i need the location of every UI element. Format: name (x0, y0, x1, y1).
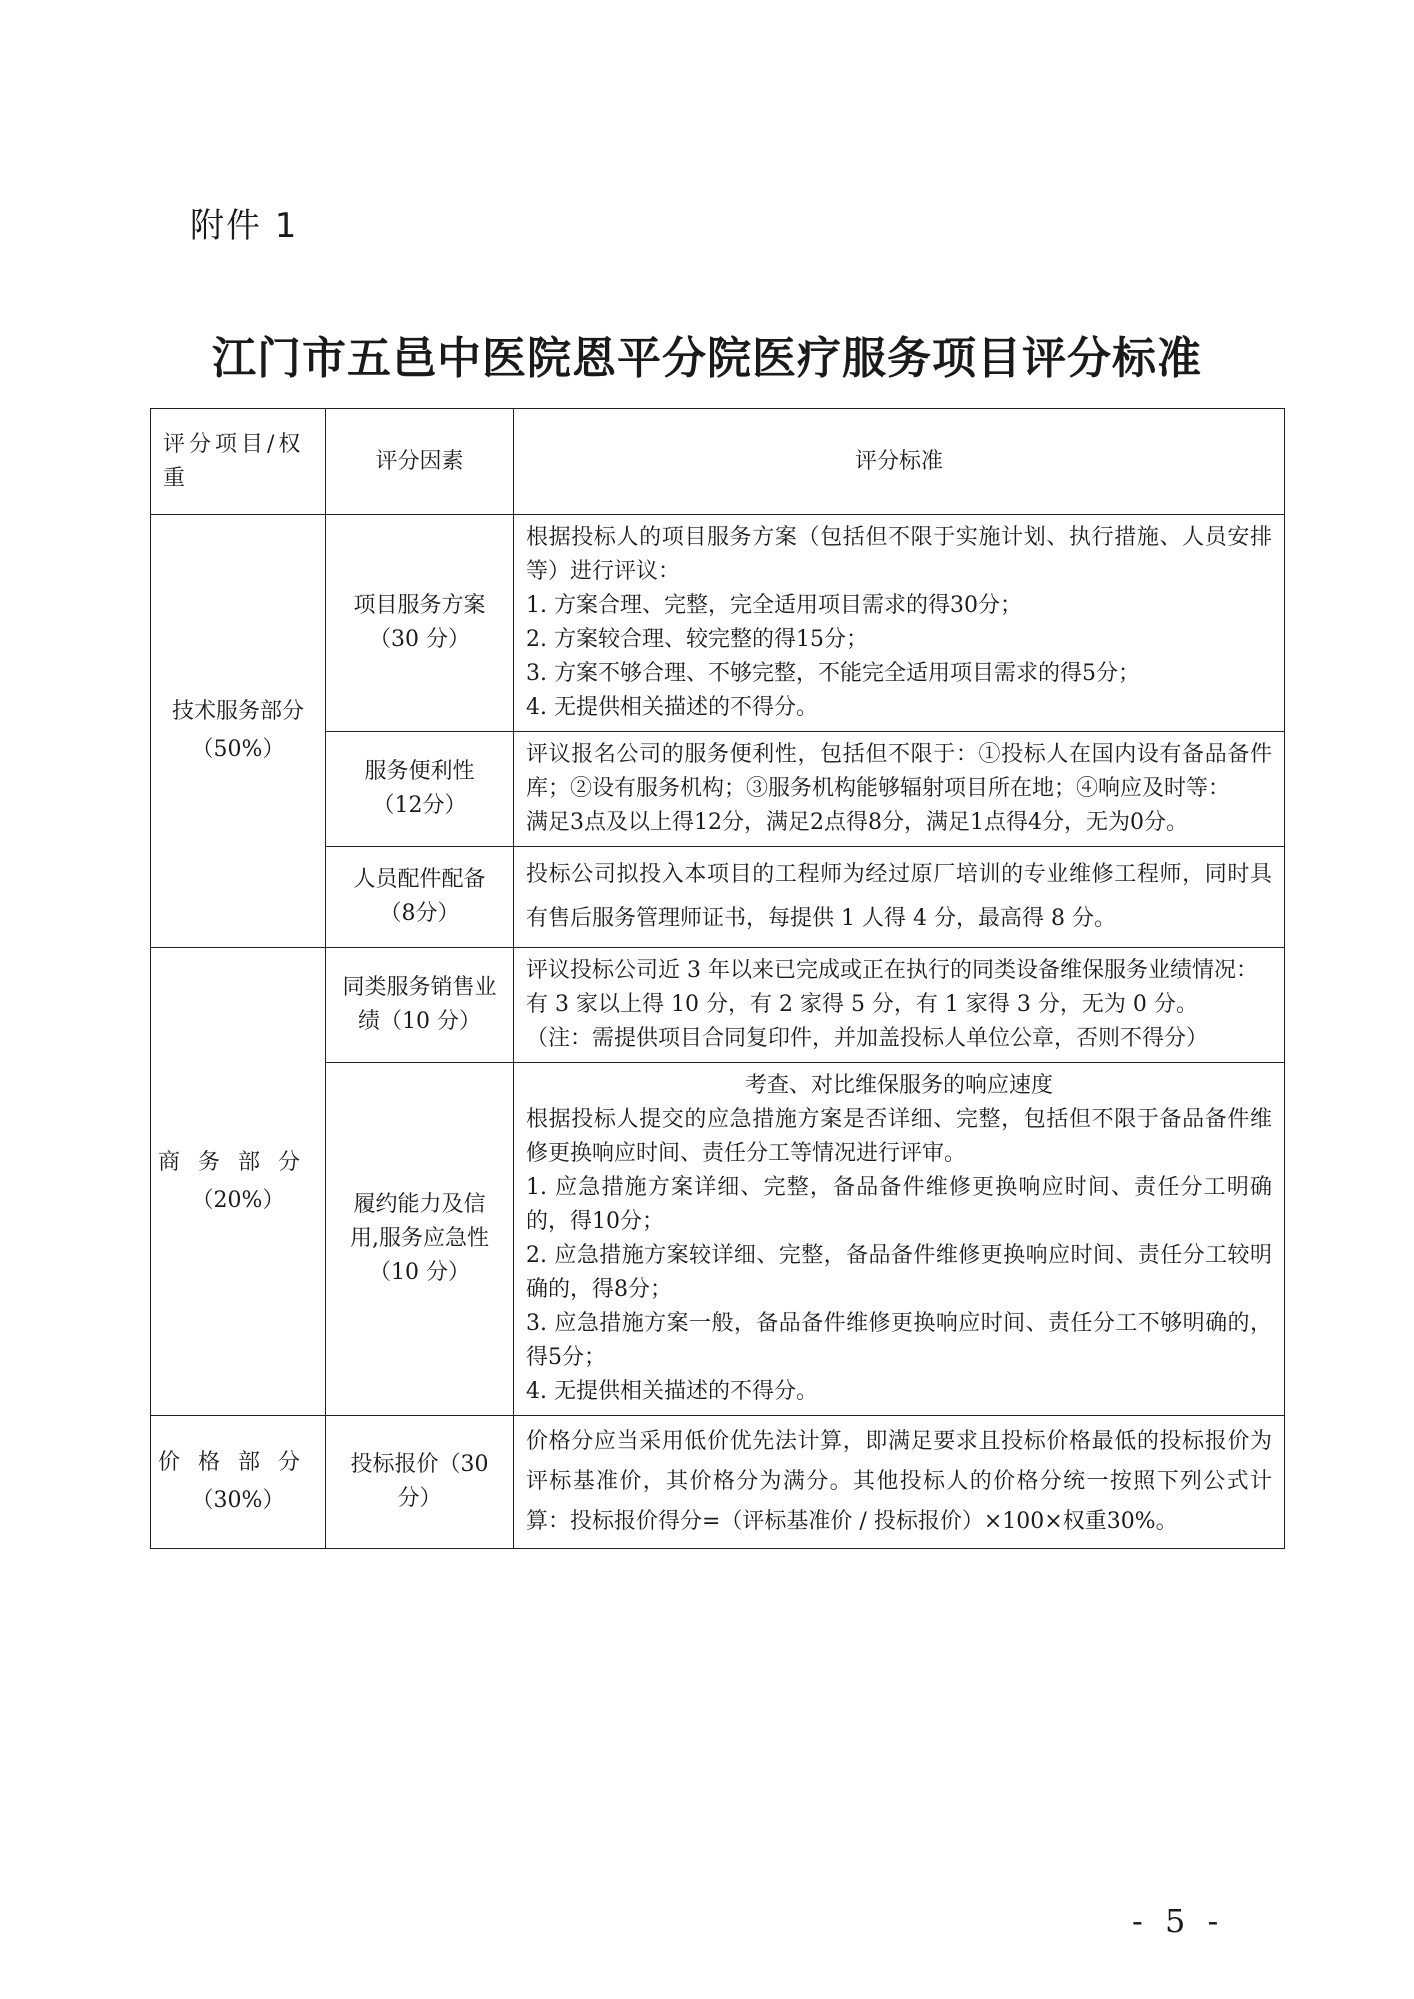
table-row (151, 948, 1285, 1063)
factor-cell: 投标报价（30 分） (326, 1416, 514, 1549)
page-number: - 5 - (1132, 1902, 1225, 1940)
attachment-label: 附件 1 (190, 206, 299, 246)
scoring-table (150, 408, 1285, 1549)
table-row (151, 1416, 1285, 1549)
standard-cell (514, 515, 1285, 732)
standard-line: 评议投标公司近 3 年以来已完成或正在执行的同类设备维保服务业绩情况： (526, 958, 1258, 983)
factor-cell: 履约能力及信用,服务应急性（10 分） (326, 1063, 514, 1416)
standard-line: 评议报名公司的服务便利性，包括但不限于：①投标人在国内设有备品备件库；②设有服务机构；③服务机构能够辐射项目所在地；④响应及时等： (526, 742, 1272, 801)
standard-line: 2. 应急措施方案较详细、完整，备品备件维修更换响应时间、责任分工较明确的，得8分； (526, 1243, 1272, 1302)
standard-line: 有 3 家以上得 10 分，有 2 家得 5 分，有 1 家得 3 分，无为 0 分。 (526, 992, 1198, 1017)
group-name: 技术服务部分 (171, 699, 304, 724)
standard-line: 1. 方案合理、完整，完全适用项目需求的得30分； (526, 593, 1022, 618)
standard-line: 投标公司拟投入本项目的工程师为经过原厂培训的专业维修工程师，同时具有售后服务管理师证书，每提供 1 人得 4 分，最高得 8 分。 (526, 862, 1272, 931)
standard-cell (514, 847, 1285, 948)
factor-cell: 人员配件配备（8分） (326, 847, 514, 948)
table-header-row (151, 409, 1285, 515)
factor-cell: 服务便利性（12分） (326, 732, 514, 847)
factor-cell: 同类服务销售业绩（10 分） (326, 948, 514, 1063)
group-weight: （30%） (191, 1488, 285, 1513)
table-row (151, 515, 1285, 732)
group-weight: （50%） (191, 737, 285, 762)
header-standard: 评分标准 (514, 409, 1285, 515)
standard-cell (514, 1416, 1285, 1549)
standard-cell (514, 732, 1285, 847)
standard-heading: 考查、对比维保服务的响应速度 (744, 1073, 1053, 1098)
standard-line: 根据投标人提交的应急措施方案是否详细、完整，包括但不限于备品备件维修更换响应时间、责任分工等情况进行评审。 (526, 1107, 1272, 1166)
standard-line: 满足3点及以上得12分，满足2点得8分，满足1点得4分，无为0分。 (526, 810, 1188, 835)
standard-line: 价格分应当采用低价优先法计算，即满足要求且投标价格最低的投标报价为评标基准价，其价格分为满分。其他投标人的价格分统一按照下列公式计算：投标报价得分=（评标基准价 / 投标报价）×100×权重30%。 (526, 1429, 1272, 1534)
factor-cell: 项目服务方案（30 分） (326, 515, 514, 732)
standard-line: 4. 无提供相关描述的不得分。 (526, 695, 818, 720)
group-price (151, 1416, 326, 1549)
group-name: 价格部分 (157, 1450, 318, 1475)
standard-line: 根据投标人的项目服务方案（包括但不限于实施计划、执行措施、人员安排等）进行评议： (526, 525, 1272, 584)
standard-line: 3. 应急措施方案一般，备品备件维修更换响应时间、责任分工不够明确的，得5分； (526, 1311, 1272, 1370)
group-weight: （20%） (191, 1187, 285, 1213)
standard-cell (514, 1063, 1285, 1416)
header-item-weight: 评分项目/权重 (151, 409, 326, 515)
page-title: 江门市五邑中医院恩平分院医疗服务项目评分标准 (212, 333, 1202, 384)
standard-line: 2. 方案较合理、较完整的得15分； (526, 627, 868, 652)
header-factor: 评分因素 (326, 409, 514, 515)
group-technical (151, 515, 326, 948)
group-business (151, 948, 326, 1416)
group-name: 商务部分 (157, 1149, 318, 1175)
standard-line: （注：需提供项目合同复印件，并加盖投标人单位公章，否则不得分） (526, 1026, 1209, 1051)
standard-line: 4. 无提供相关描述的不得分。 (526, 1379, 818, 1404)
standard-line: 1. 应急措施方案详细、完整，备品备件维修更换响应时间、责任分工明确的，得10分； (526, 1175, 1272, 1234)
standard-line: 3. 方案不够合理、不够完整，不能完全适用项目需求的得5分； (526, 661, 1140, 686)
standard-cell (514, 948, 1285, 1063)
